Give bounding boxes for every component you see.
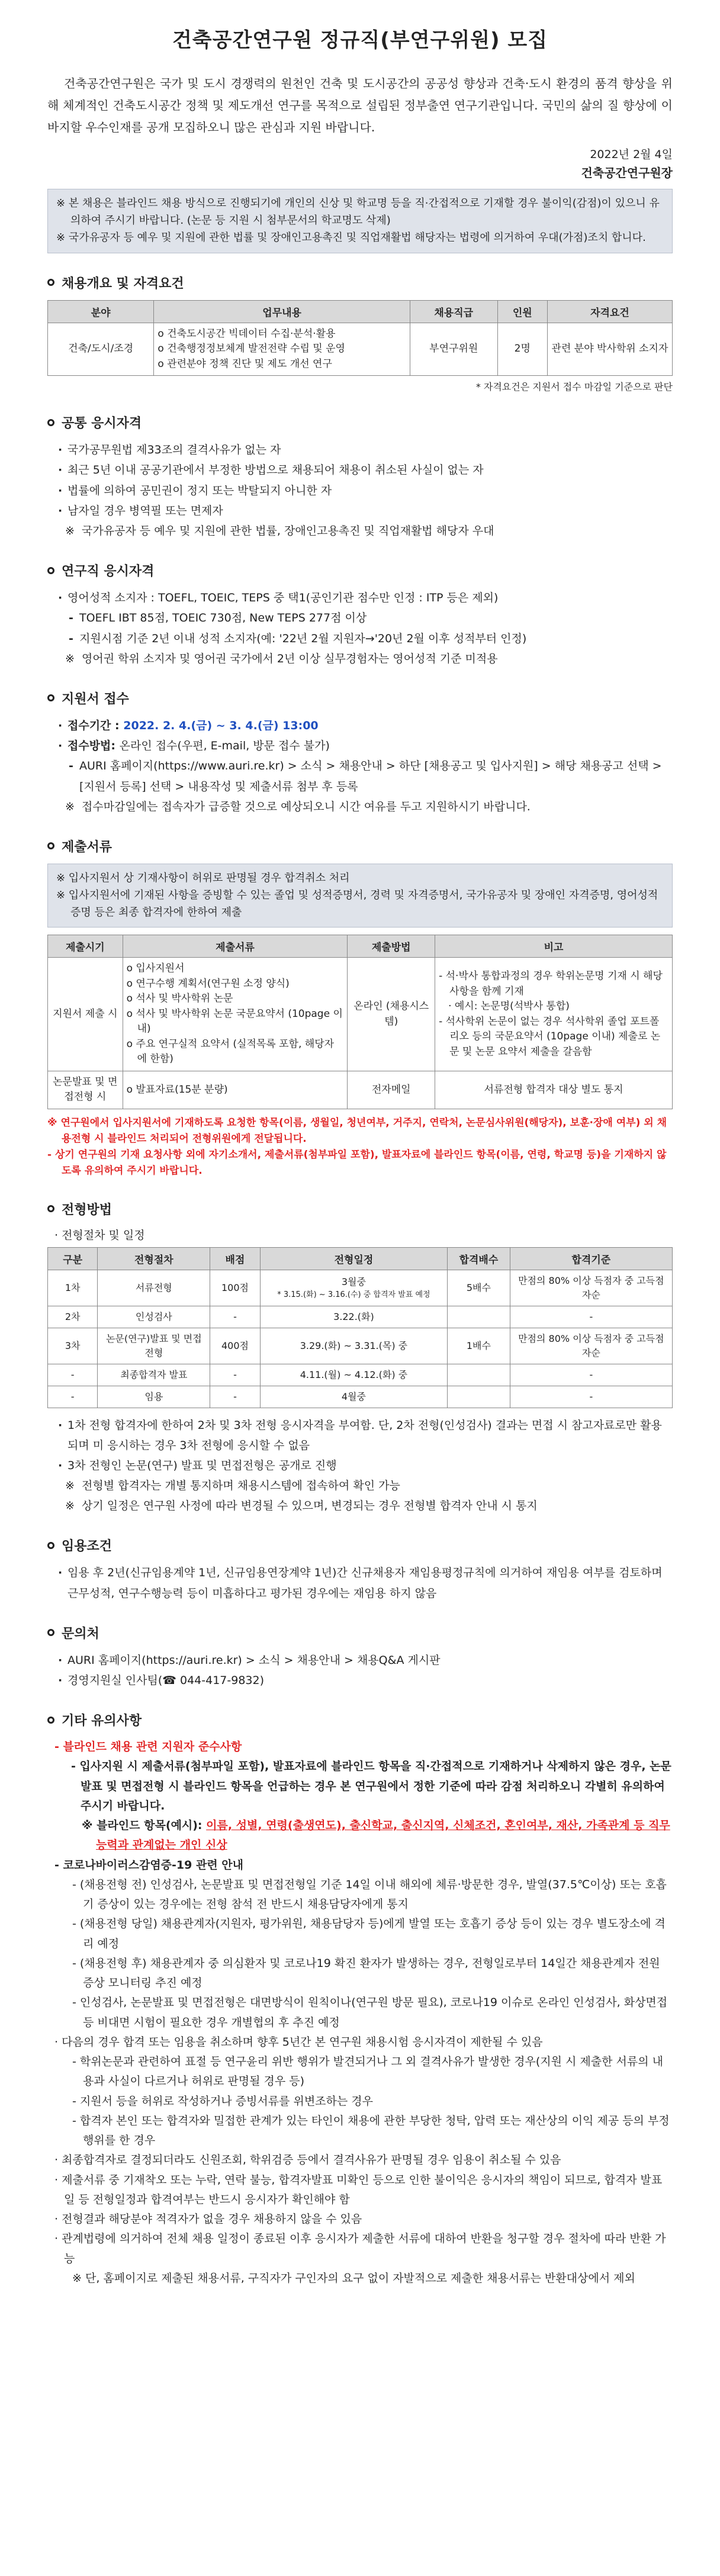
header-note: 비고 — [435, 935, 673, 958]
list-item: · 국가공무원법 제33조의 결격사유가 없는 자 — [58, 440, 673, 460]
doc-item: o 석사 및 박사학위 논문 — [126, 993, 233, 1005]
blind-example-items: 이름, 성별, 연령(출생연도), 출신학교, 출신지역, 신체조건, 혼인여부, 재산, 가족관계 등 직무능력과 관계없는 개인 신상 — [96, 1819, 670, 1852]
list-item: · 영어성적 소지자 : TOEFL, TOEIC, TEPS 중 택1(공인기관 점수만 인정 : ITP 등은 제외) — [58, 588, 673, 608]
section-other-notes — [47, 1711, 673, 2288]
header-docs: 제출서류 — [123, 935, 348, 958]
cell-score: - — [210, 1386, 260, 1408]
misc-item: · 관계법령에 의거하여 전체 채용 일정이 종료된 이후 응시자가 제출한 서류에 대하여 반환을 청구할 경우 절차에 따라 반환 가능 — [54, 2232, 666, 2265]
final-reference-note: ※ 단, 홈페이지로 제출된 채용서류, 구직자가 구인자의 요구 없이 자발적으로 제출한 채용서류는 반환대상에서 제외 — [72, 2271, 635, 2285]
section-application-title — [47, 689, 673, 707]
cell-criteria: - — [510, 1386, 672, 1408]
table-row — [48, 323, 673, 376]
circle-bullet-icon — [47, 1542, 54, 1549]
misc-item: · 다음의 경우 합격 또는 임용을 취소하며 향후 5년간 본 연구원 채용시험 응시자격이 제한될 수 있음 — [54, 2035, 543, 2049]
cell-method: 전자메일 — [348, 1071, 435, 1109]
note-item: - 석사학위 논문이 없는 경우 석사학위 졸업 포트폴리오 등의 국문요약서 (10page 이내) 제출로 논문 및 논문 요약서 제출을 갈음함 — [439, 1015, 661, 1058]
period-label: 접수기간 — [68, 719, 111, 732]
cell-criteria: 만점의 80% 이상 득점자 중 고득점자순 — [510, 1270, 672, 1306]
section-appointment-title-text: 임용조건 — [62, 1539, 112, 1554]
cell-multiple: 5배수 — [448, 1270, 510, 1306]
misc-subitem: - 지원서 등을 허위로 작성하거나 증빙서류를 위변조하는 경우 — [72, 2094, 373, 2108]
header-criteria: 합격기준 — [510, 1247, 672, 1270]
section-documents — [47, 837, 673, 1180]
section-selection-title-text: 전형방법 — [62, 1202, 112, 1218]
cell-rank: 부연구위원 — [410, 323, 497, 376]
table-row — [48, 1328, 673, 1364]
header-when: 제출시기 — [48, 935, 123, 958]
application-method: · 접수방법: 온라인 접수(우편, E-mail, 방문 접수 불가) — [58, 736, 673, 756]
selection-notes — [47, 1415, 673, 1516]
period-value: 2022. 2. 4.(금) ~ 3. 4.(금) 13:00 — [123, 719, 319, 732]
list-subitem: - TOEFL IBT 85점, TOEIC 730점, New TEPS 277점 이상 — [58, 608, 673, 628]
list-item: · 남자일 경우 병역필 또는 면제자 — [58, 501, 673, 521]
section-research-title-text: 연구직 응시자격 — [62, 564, 155, 579]
blind-example-prefix: ※ 블라인드 항목(예시): — [82, 1819, 207, 1833]
table-row — [48, 1071, 673, 1109]
misc-text: 관계법령에 의거하여 전체 채용 일정이 종료된 이후 응시자가 제출한 서류에 대하여 반환을 청구할 경우 절차에 따라 반환 가능 — [62, 2232, 666, 2265]
cell-step: 서류전형 — [98, 1270, 210, 1306]
misc-text: 최종합격자로 결정되더라도 신원조회, 학위검증 등에서 결격사유가 판명될 경우 임용이 취소될 수 있음 — [62, 2153, 561, 2167]
section-overview — [47, 273, 673, 394]
doc-item: o 주요 연구실적 요약서 (실적목록 포함, 해당자에 한함) — [126, 1038, 335, 1065]
section-application — [47, 689, 673, 817]
header-count: 인원 — [497, 300, 547, 323]
cell-docs — [123, 958, 348, 1071]
list-item: · 최근 5년 이내 공공기관에서 부정한 방법으로 채용되어 채용이 취소된 사실이 없는 자 — [58, 460, 673, 480]
section-other-title — [47, 1711, 673, 1729]
cell-schedule — [260, 1270, 448, 1306]
blind-notice-line: ※ 본 채용은 블라인드 채용 방식으로 진행되기에 개인의 신상 및 학교명 등을 직·간접적으로 기재할 경우 불이익(감점)이 있으니 유의하여 주시기 바랍니다. (논문 등 지원 시 첨부문서의 학교명도 삭제) — [56, 197, 660, 227]
circle-bullet-icon — [47, 842, 54, 849]
cell-qualification: 관련 분야 박사학위 소지자 — [547, 323, 672, 376]
blind-example — [54, 1816, 673, 1856]
section-documents-title — [47, 837, 673, 855]
section-documents-title-text: 제출서류 — [62, 839, 112, 855]
cell-criteria: - — [510, 1364, 672, 1386]
intro-paragraph: 건축공간연구원은 국가 및 도시 경쟁력의 원천인 건축 및 도시공간의 공공성 향상과 건축·도시 환경의 품격 향상을 위해 체계적인 건축도시공간 정책 및 제도개선 연구를 목적으로 설립된 정부출연 연구기관입니다. 국민의 삶의 질 향상에 이바지할 우수인재를 공개 모집하오니 많은 관심과 지원 바랍니다. — [47, 76, 673, 134]
circle-bullet-icon — [47, 279, 54, 286]
covid-item: - (채용전형 전) 인성검사, 논문발표 및 면접전형일 기준 14일 이내 해외에 체류·방문한 경우, 발열(37.5℃이상) 또는 호흡기 증상이 있는 경우에는 전형 참석 전 반드시 채용담당자에게 통지 — [72, 1878, 667, 1911]
covid-item: - (채용전형 후) 채용관계자 중 의심환자 및 코로나19 확진 환자가 발생하는 경우, 전형일로부터 14일간 채용관계자 전원 증상 모니터링 추진 예정 — [72, 1956, 660, 1990]
table-row — [48, 1386, 673, 1408]
research-qualification-list — [47, 588, 673, 669]
method-value: 온라인 접수(우편, E-mail, 방문 접수 불가) — [119, 739, 330, 753]
veteran-notice-line: ※ 국가유공자 등 예우 및 지원에 관한 법률 및 장애인고용촉진 및 직업재활법 해당자는 법령에 의거하여 우대(가점)조치 합니다. — [56, 231, 646, 244]
cell-step: 인성검사 — [98, 1306, 210, 1328]
cell-step: 임용 — [98, 1386, 210, 1408]
covid-item: - (채용전형 당일) 채용관계자(지원자, 평가위원, 채용담당자 등)에게 발열 또는 호흡기 증상 등이 있는 경우 별도장소에 격리 예정 — [72, 1917, 666, 1950]
appointment-list — [47, 1563, 673, 1603]
header-multiple: 합격배수 — [448, 1247, 510, 1270]
cell-stage: 2차 — [48, 1306, 98, 1328]
circle-bullet-icon — [47, 567, 54, 574]
cell-schedule: 4월중 — [260, 1386, 448, 1408]
misc-item: · 전형결과 해당분야 적격자가 없을 경우 채용하지 않을 수 있음 — [54, 2213, 362, 2226]
duty-item: o 건축행정정보체계 발전전략 수립 및 운영 — [158, 343, 345, 355]
list-item: · 임용 후 2년(신규임용계약 1년, 신규임용연장계약 1년)간 신규채용자 재임용평정규칙에 의거하여 재임용 여부를 검토하며 근무성적, 연구수행능력 등이 미흡하다고 평가된 경우에는 재임용 하지 않음 — [58, 1563, 673, 1603]
method-label: 접수방법 — [68, 739, 111, 753]
contact-list — [47, 1650, 673, 1690]
cell-docs: o 발표자료(15분 분량) — [123, 1071, 348, 1109]
cell-duties — [154, 323, 410, 376]
selection-subtitle: · 전형절차 및 일정 — [54, 1228, 145, 1242]
notice-line: ※ 입사지원서에 기재된 사항을 증빙할 수 있는 졸업 및 성적증명서, 경력 및 자격증명서, 국가유공자 및 장애인 자격증명, 영어성적증명 등은 최종 합격자에 한하여 제출 — [56, 888, 658, 919]
application-path: - AURI 홈페이지(https://www.auri.re.kr) > 소식 > 채용안내 > 하단 [채용공고 및 입사지원] > 해당 채용공고 선택 > [지원서 등록] 선택 > 내용작성 및 제출서류 첨부 후 등록 — [58, 756, 673, 796]
cell-stage: - — [48, 1364, 98, 1386]
cell-when: 논문발표 및 면접전형 시 — [48, 1071, 123, 1109]
duty-item: o 관련분야 정책 진단 및 제도 개선 연구 — [158, 358, 332, 370]
section-other-title-text: 기타 유의사항 — [62, 1714, 142, 1729]
section-overview-title-text: 채용개요 및 자격요건 — [62, 276, 184, 291]
section-contact-title-text: 문의처 — [62, 1626, 99, 1641]
header-qualification: 자격요건 — [547, 300, 672, 323]
schedule-text: 3월중 — [341, 1276, 366, 1287]
cell-schedule: 4.11.(월) ~ 4.12.(화) 중 — [260, 1364, 448, 1386]
cell-count: 2명 — [497, 323, 547, 376]
section-application-title-text: 지원서 접수 — [62, 691, 129, 707]
application-period: · 접수기간 : 2022. 2. 4.(금) ~ 3. 4.(금) 13:00 — [58, 716, 673, 736]
reference-note: ※ 접수마감일에는 접속자가 급증할 것으로 예상되오니 시간 여유를 두고 지원하시기 바랍니다. — [58, 797, 673, 817]
section-appointment — [47, 1536, 673, 1603]
reference-note: ※ 전형별 합격자는 개별 통지하며 채용시스템에 접속하여 확인 가능 — [58, 1476, 673, 1496]
section-selection — [47, 1200, 673, 1516]
circle-bullet-icon — [47, 1717, 54, 1724]
table-header-row — [48, 300, 673, 323]
list-subitem: - 지원시점 기준 2년 이내 성적 소지자(예: '22년 2월 지원자→'20년 2월 이후 성적부터 인정) — [58, 629, 673, 649]
list-item: · 1차 전형 합격자에 한하여 2차 및 3차 전형 응시자격을 부여함. 단, 2차 전형(인성검사) 결과는 면접 시 참고자료로만 활용되며 미 응시하는 경우 3차 전형에 응시할 수 없음 — [58, 1415, 673, 1456]
cell-score: - — [210, 1364, 260, 1386]
cell-multiple — [448, 1386, 510, 1408]
cell-score: - — [210, 1306, 260, 1328]
reference-note: ※ 영어권 학위 소지자 및 영어권 국가에서 2년 이상 실무경험자는 영어성적 기준 미적용 — [58, 649, 673, 669]
overview-table — [47, 300, 673, 376]
cell-method: 온라인 (채용시스템) — [348, 958, 435, 1071]
misc-text: 제출서류 중 기재착오 또는 누락, 연락 불능, 합격자발표 미확인 등으로 인한 불이익은 응시자의 책임이 되므로, 합격자 발표일 등 전형일정과 합격여부는 반드시 응시자가 확인해야 함 — [62, 2173, 663, 2206]
blind-heading: - 블라인드 채용 관련 지원자 준수사항 — [54, 1740, 242, 1754]
doc-item: o 연구수행 계획서(연구원 소정 양식) — [126, 977, 290, 990]
table-row — [48, 1364, 673, 1386]
doc-item: o 석사 및 박사학위 논문 국문요약서 (10page 이내) — [126, 1007, 343, 1035]
schedule-subtext: * 3.15.(화) ~ 3.16.(수) 중 합격자 발표 예정 — [277, 1290, 430, 1299]
notice-org: 건축공간연구원장 — [581, 166, 673, 181]
list-item: · 3차 전형인 논문(연구) 발표 및 면접전형은 공개로 진행 — [58, 1456, 673, 1476]
misc-item: · 제출서류 중 기재착오 또는 누락, 연락 불능, 합격자발표 미확인 등으로 인한 불이익은 응시자의 책임이 되므로, 합격자 발표일 등 전형일정과 합격여부는 반드시 응시자가 확인해야 함 — [54, 2173, 663, 2206]
header-field: 분야 — [48, 300, 154, 323]
cell-criteria: 만점의 80% 이상 득점자 중 고득점자순 — [510, 1328, 672, 1364]
header-schedule: 전형일정 — [260, 1247, 448, 1270]
table-row — [48, 1306, 673, 1328]
section-appointment-title — [47, 1536, 673, 1554]
list-item: · 법률에 의하여 공민권이 정지 또는 박탈되지 아니한 자 — [58, 481, 673, 501]
notice-line: ※ 입사지원서 상 기재사항이 허위로 판명될 경우 합격취소 처리 — [56, 871, 350, 884]
header-duties: 업무내용 — [154, 300, 410, 323]
contact-homepage: · AURI 홈페이지(https://auri.re.kr) > 소식 > 채용안내 > 채용Q&A 게시판 — [58, 1650, 673, 1670]
cell-stage: 1차 — [48, 1270, 98, 1306]
section-contact — [47, 1624, 673, 1690]
cell-schedule: 3.22.(화) — [260, 1306, 448, 1328]
section-overview-title — [47, 273, 673, 292]
documents-table — [47, 935, 673, 1109]
note-item: · 예시: 논문명(석박사 통합) — [448, 1000, 570, 1013]
qualification-note: * 자격요건은 지원서 접수 마감일 기준으로 판단 — [475, 381, 673, 393]
circle-bullet-icon — [47, 419, 54, 426]
cell-criteria: - — [510, 1306, 672, 1328]
table-header-row — [48, 935, 673, 958]
section-contact-title — [47, 1624, 673, 1642]
section-research-title — [47, 561, 673, 579]
cell-field: 건축/도시/조경 — [48, 323, 154, 376]
cell-schedule: 3.29.(화) ~ 3.31.(목) 중 — [260, 1328, 448, 1364]
application-list — [47, 716, 673, 817]
cell-stage: 3차 — [48, 1328, 98, 1364]
documents-notice-box — [47, 864, 673, 928]
doc-item: o 입사지원서 — [126, 962, 185, 975]
schedule-table — [47, 1247, 673, 1408]
cell-multiple — [448, 1306, 510, 1328]
cell-when: 지원서 제출 시 — [48, 958, 123, 1071]
header-rank: 채용직급 — [410, 300, 497, 323]
note-item: - 석·박사 통합과정의 경우 학위논문명 기재 시 해당사항을 함께 기재 — [439, 970, 663, 997]
header-method: 제출방법 — [348, 935, 435, 958]
misc-text: 전형결과 해당분야 적격자가 없을 경우 채용하지 않을 수 있음 — [62, 2213, 362, 2226]
duty-item: o 건축도시공간 빅데이터 수집·분석·활용 — [158, 327, 336, 340]
cell-score: 100점 — [210, 1270, 260, 1306]
misc-item: · 최종합격자로 결정되더라도 신원조회, 학위검증 등에서 결격사유가 판명될 경우 임용이 취소될 수 있음 — [54, 2153, 561, 2167]
red-note-line: ※ 연구원에서 입사지원서에 기재하도록 요청한 항목(이름, 생월일, 청년여부, 거주지, 연락처, 논문심사위원(해당자), 보훈·장애 여부) 외 채용전형 시 블라인드 처리되어 전형위원에게 전달됩니다. — [47, 1116, 667, 1145]
circle-bullet-icon — [47, 1629, 54, 1636]
circle-bullet-icon — [47, 694, 54, 701]
circle-bullet-icon — [47, 1205, 54, 1212]
misc-subitem: - 학위논문과 관련하여 표절 등 연구윤리 위반 행위가 발견되거나 그 외 결격사유가 발생한 경우(지원 시 제출한 서류의 내용과 사실이 다르거나 허위로 판명될 경우 등) — [72, 2055, 663, 2088]
cell-step: 최종합격자 발표 — [98, 1364, 210, 1386]
section-research-qualification — [47, 561, 673, 669]
table-row — [48, 958, 673, 1071]
notice-date: 2022년 2월 4일 — [590, 148, 673, 161]
header-score: 배점 — [210, 1247, 260, 1270]
cell-multiple: 1배수 — [448, 1328, 510, 1364]
table-row — [48, 1270, 673, 1306]
other-notes-body — [47, 1737, 673, 2288]
section-common-title — [47, 413, 673, 432]
blind-notice-box — [47, 189, 673, 253]
cell-score: 400점 — [210, 1328, 260, 1364]
blind-red-notes — [47, 1115, 673, 1180]
covid-heading: - 코로나바이러스감염증-19 관련 안내 — [54, 1858, 244, 1872]
header-step: 전형절차 — [98, 1247, 210, 1270]
contact-phone: · 경영지원실 인사팀(☎ 044-417-9832) — [58, 1670, 673, 1690]
header-stage: 구분 — [48, 1247, 98, 1270]
cell-stage: - — [48, 1386, 98, 1408]
section-common-qualification — [47, 413, 673, 541]
common-qualification-list — [47, 440, 673, 541]
cell-note: 서류전형 합격자 대상 별도 통지 — [435, 1071, 673, 1109]
reference-note: ※ 상기 일정은 연구원 사정에 따라 변경될 수 있으며, 변경되는 경우 전형별 합격자 안내 시 통지 — [58, 1496, 673, 1516]
misc-subitem: - 합격자 본인 또는 합격자와 밀접한 관계가 있는 타인이 채용에 관한 부당한 청탁, 압력 또는 재산상의 이익 제공 등의 부정행위를 한 경우 — [72, 2114, 670, 2147]
covid-item: - 인성검사, 논문발표 및 면접전형은 대면방식이 원칙이나(연구원 방문 필요), 코로나19 이슈로 온라인 인성검사, 화상면접 등 비대면 시험이 필요한 경우 개별협의 후 추진 예정 — [72, 1996, 668, 2029]
misc-text: 다음의 경우 합격 또는 임용을 취소하며 향후 5년간 본 연구원 채용시험 응시자격이 제한될 수 있음 — [62, 2035, 543, 2049]
page-title: 건축공간연구원 정규직(부연구위원) 모집 — [172, 28, 548, 52]
cell-multiple — [448, 1364, 510, 1386]
red-note-line: - 상기 연구원의 기재 요청사항 외에 자기소개서, 제출서류(첨부파일 포함), 발표자료에 블라인드 항목(이름, 연령, 학교명 등)을 기재하지 않도록 유의하여 주시기 바랍니다. — [47, 1149, 667, 1177]
section-common-title-text: 공통 응시자격 — [62, 416, 142, 432]
blind-rule: - 입사지원 시 제출서류(첨부파일 포함), 발표자료에 블라인드 항목을 직·간접적으로 기재하거나 삭제하지 않은 경우, 논문발표 및 면접전형 시 블라인드 항목을 언급하는 경우 본 연구원에서 정한 기준에 따라 감점 처리하오니 각별히 유의하여 주시기 바랍니다. — [71, 1760, 671, 1812]
section-selection-title — [47, 1200, 673, 1218]
table-header-row — [48, 1247, 673, 1270]
reference-note: ※ 국가유공자 등 예우 및 지원에 관한 법률, 장애인고용촉진 및 직업재활법 해당자 우대 — [58, 521, 673, 541]
cell-step: 논문(연구)발표 및 면접전형 — [98, 1328, 210, 1364]
cell-note — [435, 958, 673, 1071]
